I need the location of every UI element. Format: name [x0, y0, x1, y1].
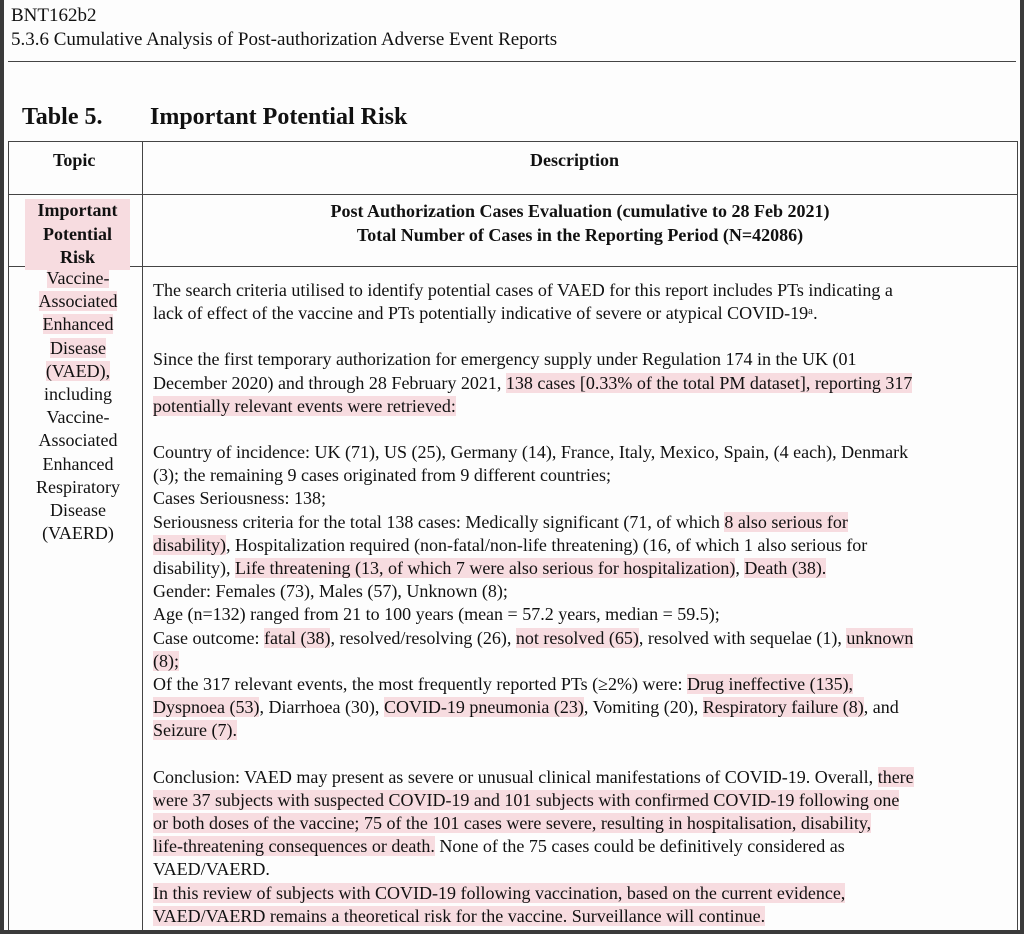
text-line: [153, 789, 1011, 812]
highlight: Seizure (7).: [153, 720, 237, 741]
topic-cell: Vaccine- Associated Enhanced Disease (VAED), including Vaccine- Associated Enhanced Respiratory Disease (VAERD): [36, 268, 120, 544]
text-line: Dyspnoea (53), Diarrhoea (30), COVID-19 pneumonia (23), Vomiting (20), Respiratory failure (8), and: [153, 697, 899, 718]
document-page: [4, 0, 1020, 930]
highlight: there: [877, 766, 914, 787]
text-line: [153, 905, 1011, 928]
highlight: In this review of subjects with COVID-19 following vaccination, based on the current evidence,: [153, 882, 846, 903]
text-line: The search criteria utilised to identify potential cases of VAED for this report includes PTs indicating a: [153, 280, 893, 300]
table-number: Table 5.: [22, 104, 103, 130]
text-line: December 2020) and through 28 February 2021, 138 cases [0.33% of the total PM dataset], reporting 317: [153, 372, 913, 393]
row-divider: [9, 266, 1017, 267]
text-line: Since the first temporary authorization for emergency supply under Regulation 174 in the UK (01: [153, 349, 857, 370]
text-line: [153, 812, 1011, 835]
text-line: Seriousness criteria for the total 138 cases: Medically significant (71, of which 8 also serious for: [153, 511, 848, 532]
text-line: Country of incidence: UK (71), US (25), Germany (14), France, Italy, Mexico, Spain, (4 each), Denmark: [153, 442, 909, 463]
document-header: [11, 4, 557, 52]
text-line: Gender: Females (73), Males (57), Unknown (8);: [153, 581, 508, 602]
highlight: VAED/VAERD remains a theoretical risk for the vaccine. Surveillance will continue.: [153, 905, 766, 926]
text-line: lack of effect of the vaccine and PTs potentially indicative of severe or atypical COVID-19ᵃ.: [153, 303, 818, 324]
subheader-line: Post Authorization Cases Evaluation (cumulative to 28 Feb 2021): [330, 201, 830, 221]
highlight: Life threatening (13, of which 7 were also serious for hospitalization): [235, 558, 736, 579]
highlight: 8 also serious for: [724, 511, 848, 532]
evaluation-subheader: [144, 200, 1016, 247]
highlight: potentially relevant events were retrieved:: [153, 395, 456, 416]
text-line: disability), Life threatening (13, of which 7 were also serious for hospitalization), Death (38).: [153, 558, 827, 579]
risk-table: [8, 141, 1018, 930]
text-line: Of the 317 relevant events, the most frequently reported PTs (≥2%) were: Drug ineffective (135),: [153, 674, 854, 695]
subheader-line: Total Number of Cases in the Reporting Period (N=42086): [356, 224, 804, 245]
text-line: [153, 882, 1011, 905]
highlight: unknown: [846, 627, 914, 648]
highlight: fatal (38): [263, 627, 331, 648]
text-line: [153, 650, 1011, 673]
text-line: Conclusion: VAED may present as severe or unusual clinical manifestations of COVID-19. Overall, there: [153, 766, 914, 787]
text-line: [153, 719, 1011, 742]
highlight: not resolved (65): [515, 627, 639, 648]
column-divider: [142, 142, 143, 930]
highlight: were 37 subjects with suspected COVID-19 and 101 subjects with confirmed COVID-19 following one: [153, 789, 900, 810]
highlight: Drug ineffective (135),: [686, 674, 854, 695]
column-header-description: Description: [530, 150, 619, 170]
table-title: Important Potential Risk: [150, 104, 408, 130]
highlight: life-threatening consequences or death.: [153, 836, 435, 857]
row-divider: [9, 194, 1017, 195]
text-line: life-threatening consequences or death. None of the 75 cases could be definitively considered as: [153, 836, 845, 857]
text-line: (3); the remaining 9 cases originated from 9 different countries;: [153, 465, 612, 486]
text-line: Age (n=132) ranged from 21 to 100 years (mean = 57.2 years, median = 59.5);: [153, 604, 720, 625]
text-line: disability), Hospitalization required (non-fatal/non-life threatening) (16, of which 1 also serious for: [153, 534, 868, 555]
text-line: VAED/VAERD.: [153, 859, 270, 880]
table-caption: [22, 104, 407, 131]
section-title: 5.3.6 Cumulative Analysis of Post-authorization Adverse Event Reports: [11, 29, 558, 50]
highlight: Dyspnoea (53): [153, 697, 260, 718]
header-rule: [8, 61, 1016, 62]
highlight: Respiratory failure (8): [702, 697, 864, 718]
column-header-topic: Topic: [53, 150, 96, 170]
highlight: disability): [153, 534, 226, 555]
highlight: (8);: [153, 650, 179, 671]
highlight: 138 cases [0.33% of the total PM dataset], reporting 317: [505, 372, 913, 393]
text-line: Case outcome: fatal (38), resolved/resolving (26), not resolved (65), resolved with sequelae (1), unknown: [153, 627, 914, 648]
description-cell: [153, 279, 1011, 928]
highlight: or both doses of the vaccine; 75 of the 101 cases were severe, resulting in hospitalisation, disability,: [153, 813, 872, 834]
highlight: Death (38).: [744, 558, 827, 579]
text-line: [153, 395, 1011, 418]
product-name: BNT162b2: [11, 5, 97, 26]
highlight: COVID-19 pneumonia (23): [383, 697, 584, 718]
text-line: Cases Seriousness: 138;: [153, 488, 326, 509]
risk-category-label: Important Potential Risk: [25, 199, 130, 270]
